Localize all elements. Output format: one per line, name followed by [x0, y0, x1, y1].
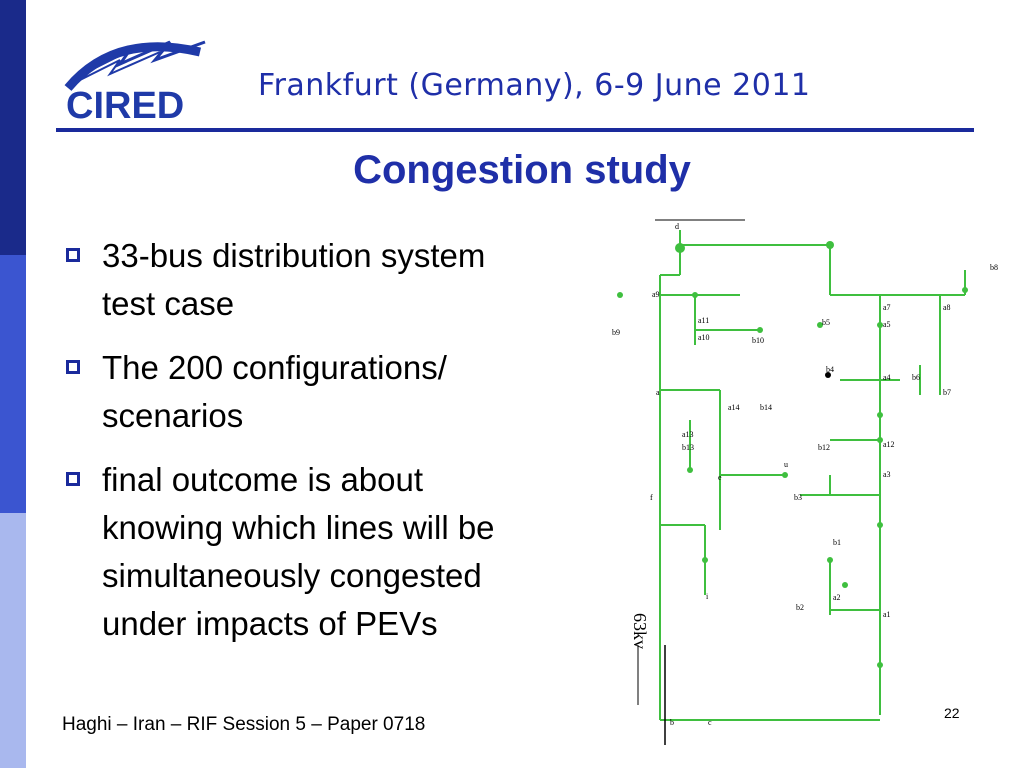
- node-label: a12: [883, 440, 895, 449]
- bus-system-diagram: [600, 215, 1000, 745]
- node-label: a11: [698, 316, 710, 325]
- voltage-label: 63kv: [630, 613, 650, 649]
- node-label: u: [784, 460, 788, 469]
- node-label: a7: [883, 303, 891, 312]
- bullet-text-line: final outcome is about: [102, 461, 424, 498]
- bullet-text-line: 33-bus distribution system: [102, 237, 486, 274]
- bus-node: [692, 292, 698, 298]
- header-divider: [56, 128, 974, 132]
- page-number: 22: [944, 705, 960, 721]
- bus-node: [877, 412, 883, 418]
- node-label: b4: [826, 365, 834, 374]
- slide-title: Congestion study: [353, 148, 691, 192]
- node-label: a8: [943, 303, 951, 312]
- bullet-list: [62, 232, 592, 664]
- bullet-text-line: The 200 configurations/: [102, 349, 447, 386]
- side-bar-mid: [0, 255, 26, 513]
- bullet-item: [62, 456, 592, 648]
- bus-nodes: [617, 241, 968, 668]
- node-label: b13: [682, 443, 694, 452]
- node-label: i: [706, 592, 709, 601]
- side-bar: [0, 0, 26, 768]
- node-label: b9: [612, 328, 620, 337]
- node-label: a9: [652, 290, 660, 299]
- cired-logo: [60, 30, 220, 125]
- node-label: b6: [912, 373, 920, 382]
- bullet-text-line: test case: [102, 285, 235, 322]
- bus-node: [827, 557, 833, 563]
- node-label: b: [670, 718, 674, 727]
- side-bar-light: [0, 513, 26, 768]
- node-label: b3: [794, 493, 802, 502]
- bus-node: [962, 287, 968, 293]
- bus-node: [675, 243, 685, 253]
- node-label: a5: [883, 320, 891, 329]
- node-label: a13: [682, 430, 694, 439]
- node-label: b5: [822, 318, 830, 327]
- node-label: a10: [698, 333, 710, 342]
- bus-node: [617, 292, 623, 298]
- node-label: b1: [833, 538, 841, 547]
- node-label: e: [718, 473, 722, 482]
- bus-node: [757, 327, 763, 333]
- node-label: b2: [796, 603, 804, 612]
- bus-node: [826, 241, 834, 249]
- node-label: a3: [883, 470, 891, 479]
- node-label: b10: [752, 336, 764, 345]
- node-label: f: [650, 493, 653, 502]
- node-label: a: [656, 388, 660, 397]
- bullet-marker: [66, 360, 80, 374]
- bus-node: [877, 522, 883, 528]
- bus-node: [702, 557, 708, 563]
- bullet-text-line: scenarios: [102, 397, 244, 434]
- side-bar-dark: [0, 0, 26, 255]
- node-label: a1: [883, 610, 891, 619]
- conference-title: Frankfurt (Germany), 6-9 June 2011: [258, 68, 811, 103]
- node-label: a14: [728, 403, 740, 412]
- node-label: b8: [990, 263, 998, 272]
- bus-node: [877, 662, 883, 668]
- bullet-item: [62, 232, 592, 328]
- bus-node: [842, 582, 848, 588]
- bus-node: [782, 472, 788, 478]
- bullet-marker: [66, 472, 80, 486]
- node-label: d: [675, 222, 679, 231]
- bullet-marker: [66, 248, 80, 262]
- logo-text: CIRED: [66, 85, 185, 125]
- bullet-text-line: simultaneously congested: [102, 557, 482, 594]
- node-label: b7: [943, 388, 951, 397]
- bus-node: [687, 467, 693, 473]
- bullet-item: [62, 344, 592, 440]
- footer-credit: Haghi – Iran – RIF Session 5 – Paper 0718: [62, 714, 426, 735]
- node-label: a2: [833, 593, 841, 602]
- bullet-text-line: knowing which lines will be: [102, 509, 495, 546]
- node-label: b14: [760, 403, 772, 412]
- node-label: a4: [883, 373, 891, 382]
- bullet-text-line: under impacts of PEVs: [102, 605, 438, 642]
- node-label: c: [708, 718, 712, 727]
- node-label: b12: [818, 443, 830, 452]
